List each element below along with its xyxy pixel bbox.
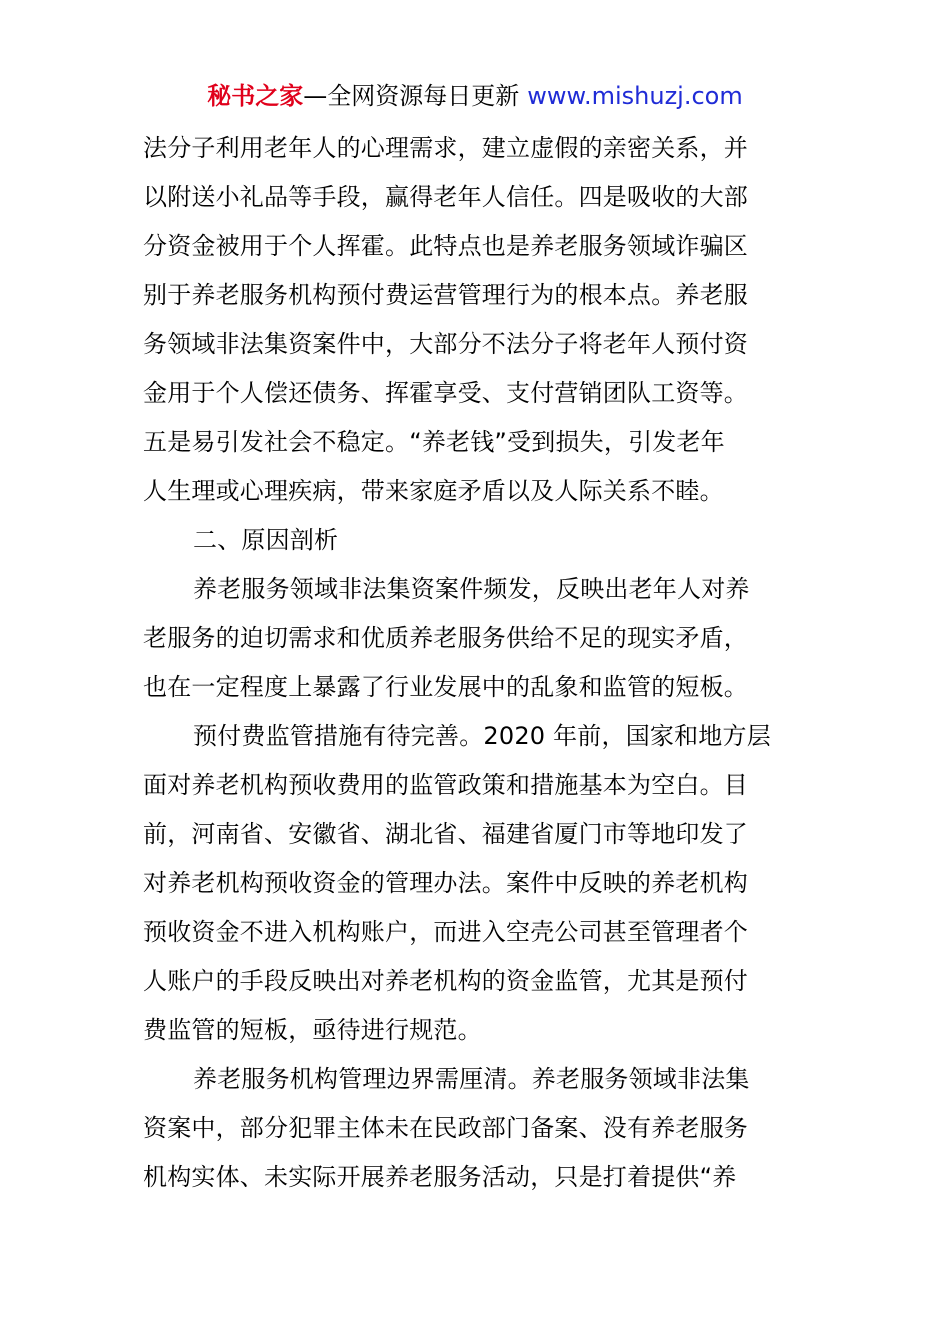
text-line: 老服务的迫切需求和优质养老服务供给不足的现实矛盾，	[143, 624, 748, 652]
text-line: 金用于个人偿还债务、挥霍享受、支付营销团队工资等。	[143, 379, 748, 407]
text-line: 人生理或心理疾病，带来家庭矛盾以及人际关系不睦。	[143, 477, 724, 505]
text-line: 五是易引发社会不稳定。“养老钱”受到损失，引发老年	[143, 428, 725, 456]
text-line: 分资金被用于个人挥霍。此特点也是养老服务领域诈骗区	[143, 232, 748, 260]
text-line: 对养老机构预收资金的管理办法。案件中反映的养老机构	[143, 869, 748, 897]
text-line: 机构实体、未实际开展养老服务活动，只是打着提供“养	[143, 1163, 737, 1191]
text-line: 人账户的手段反映出对养老机构的资金监管，尤其是预付	[143, 967, 748, 995]
text-line: 也在一定程度上暴露了行业发展中的乱象和监管的短板。	[143, 673, 748, 701]
text-line: 别于养老服务机构预付费运营管理行为的根本点。养老服	[143, 281, 748, 309]
text-line: 务领域非法集资案件中，大部分不法分子将老年人预付资	[143, 330, 748, 358]
text-line: 预付费监管措施有待完善。2020 年前，国家和地方层	[193, 722, 771, 750]
page-header	[0, 80, 950, 112]
header-tagline: —全网资源每日更新	[303, 82, 520, 110]
text-line: 法分子利用老年人的心理需求，建立虚假的亲密关系，并	[143, 134, 748, 162]
text-line: 预收资金不进入机构账户，而进入空壳公司甚至管理者个	[143, 918, 748, 946]
text-line: 面对养老机构预收费用的监管政策和措施基本为空白。目	[143, 771, 748, 799]
document-body	[143, 124, 809, 1202]
site-link[interactable]: www.mishuzj.com	[527, 82, 743, 110]
text-line: 前，河南省、安徽省、湖北省、福建省厦门市等地印发了	[143, 820, 748, 848]
text-line: 资案中，部分犯罪主体未在民政部门备案、没有养老服务	[143, 1114, 748, 1142]
text-line: 费监管的短板，亟待进行规范。	[143, 1016, 482, 1044]
text-line: 养老服务领域非法集资案件频发，反映出老年人对养	[193, 575, 750, 603]
text-line: 以附送小礼品等手段，赢得老年人信任。四是吸收的大部	[143, 183, 748, 211]
text-line: 二、原因剖析	[193, 526, 339, 554]
text-line: 养老服务机构管理边界需厘清。养老服务领域非法集	[193, 1065, 750, 1093]
brand-name: 秘书之家	[207, 82, 304, 110]
